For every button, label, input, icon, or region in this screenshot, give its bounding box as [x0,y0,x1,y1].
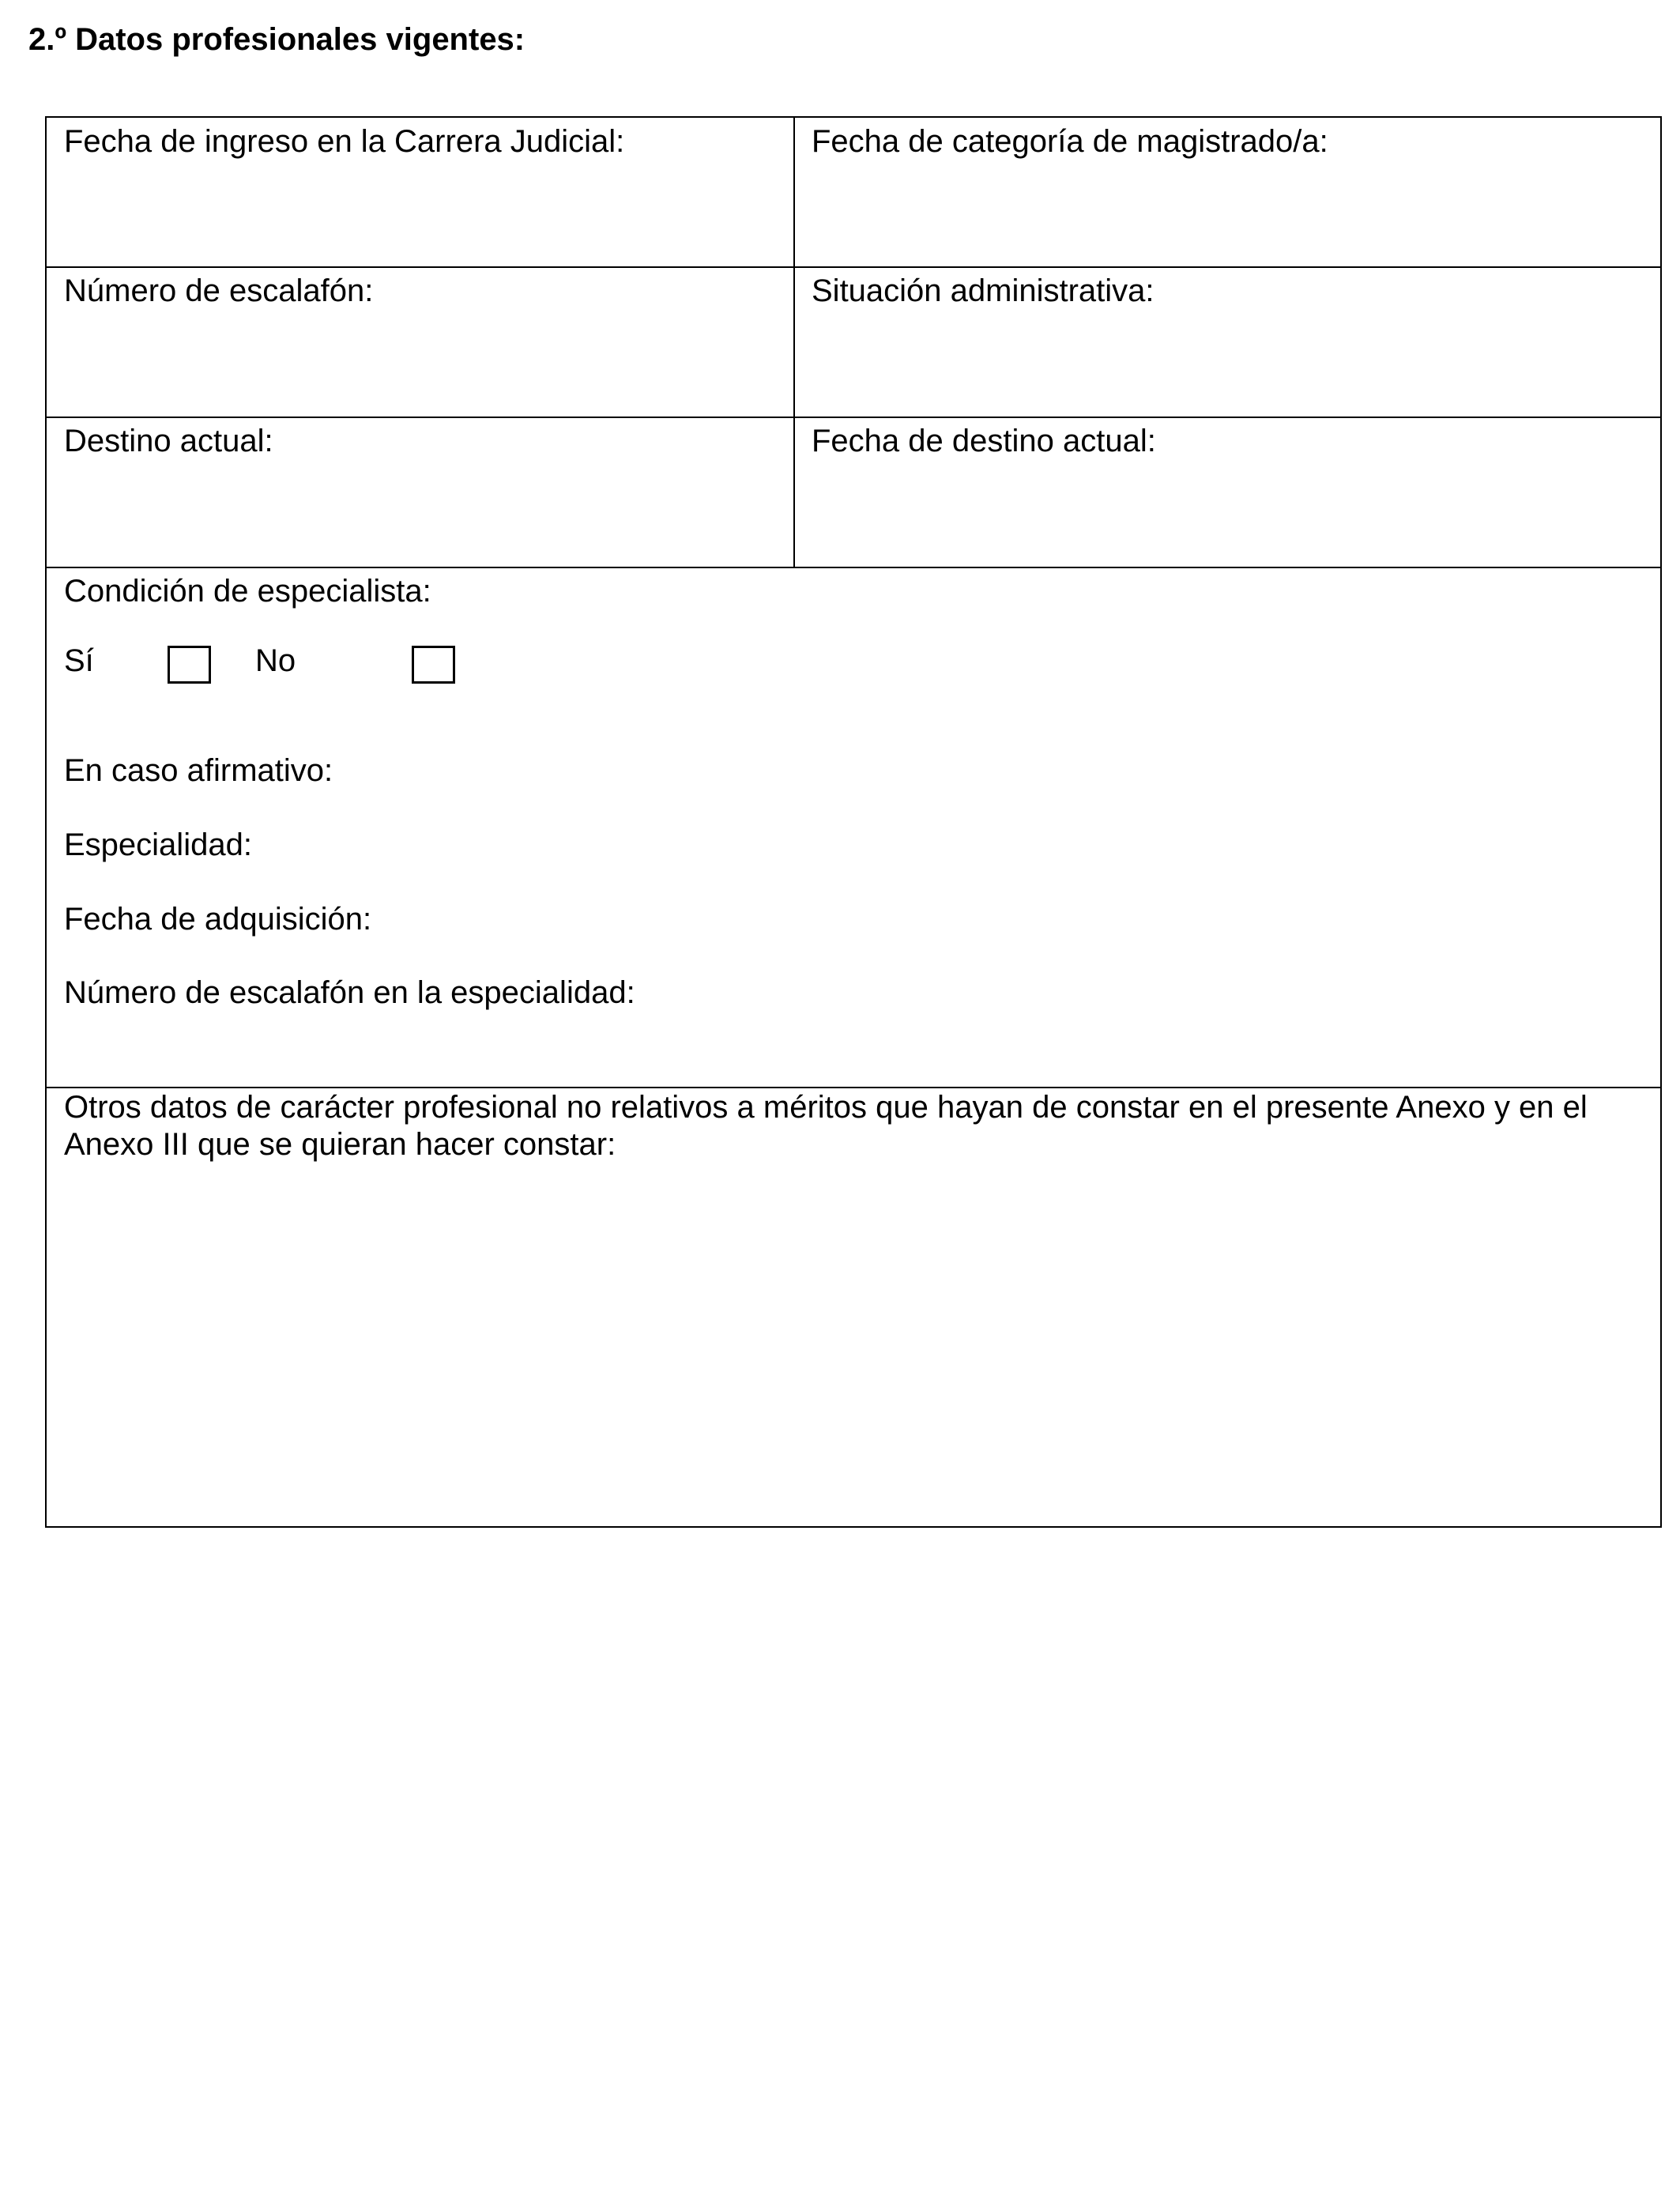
other-professional-data-label: Otros datos de carácter profesional no relativos a méritos que hayan de constar en el presente Anexo y en el Anexo III que se quieran hacer constar: [64,1090,1588,1162]
section-heading: 2.º Datos profesionales vigentes: [28,22,525,57]
specialist-title: Condición de especialista: [64,574,431,609]
other-professional-data-cell[interactable] [47,1088,1660,1526]
no-label: No [255,643,296,678]
hire-date-label: Fecha de ingreso en la Carrera Judicial: [64,124,625,159]
magistrate-category-date-cell[interactable] [794,118,1660,267]
current-post-date-cell[interactable] [794,417,1660,567]
specialty-rank-label: Número de escalafón en la especialidad: [64,975,635,1010]
affirmative-intro: En caso afirmativo: [64,753,333,788]
yes-checkbox[interactable] [168,646,211,684]
administrative-status-label: Situación administrativa: [812,273,1155,308]
hire-date-cell[interactable] [47,118,794,267]
current-post-label: Destino actual: [64,424,273,458]
rank-number-label: Número de escalafón: [64,273,374,308]
rank-number-cell[interactable] [47,267,794,417]
administrative-status-cell[interactable] [794,267,1660,417]
acquisition-date-label: Fecha de adquisición: [64,902,372,937]
specialty-label: Especialidad: [64,827,252,862]
no-checkbox[interactable] [412,646,455,684]
professional-data-table [45,116,1662,1528]
magistrate-category-date-label: Fecha de categoría de magistrado/a: [812,124,1328,159]
yes-label: Sí [64,643,94,678]
current-post-date-label: Fecha de destino actual: [812,424,1156,458]
specialist-section [47,567,1660,1087]
current-post-cell[interactable] [47,417,794,567]
